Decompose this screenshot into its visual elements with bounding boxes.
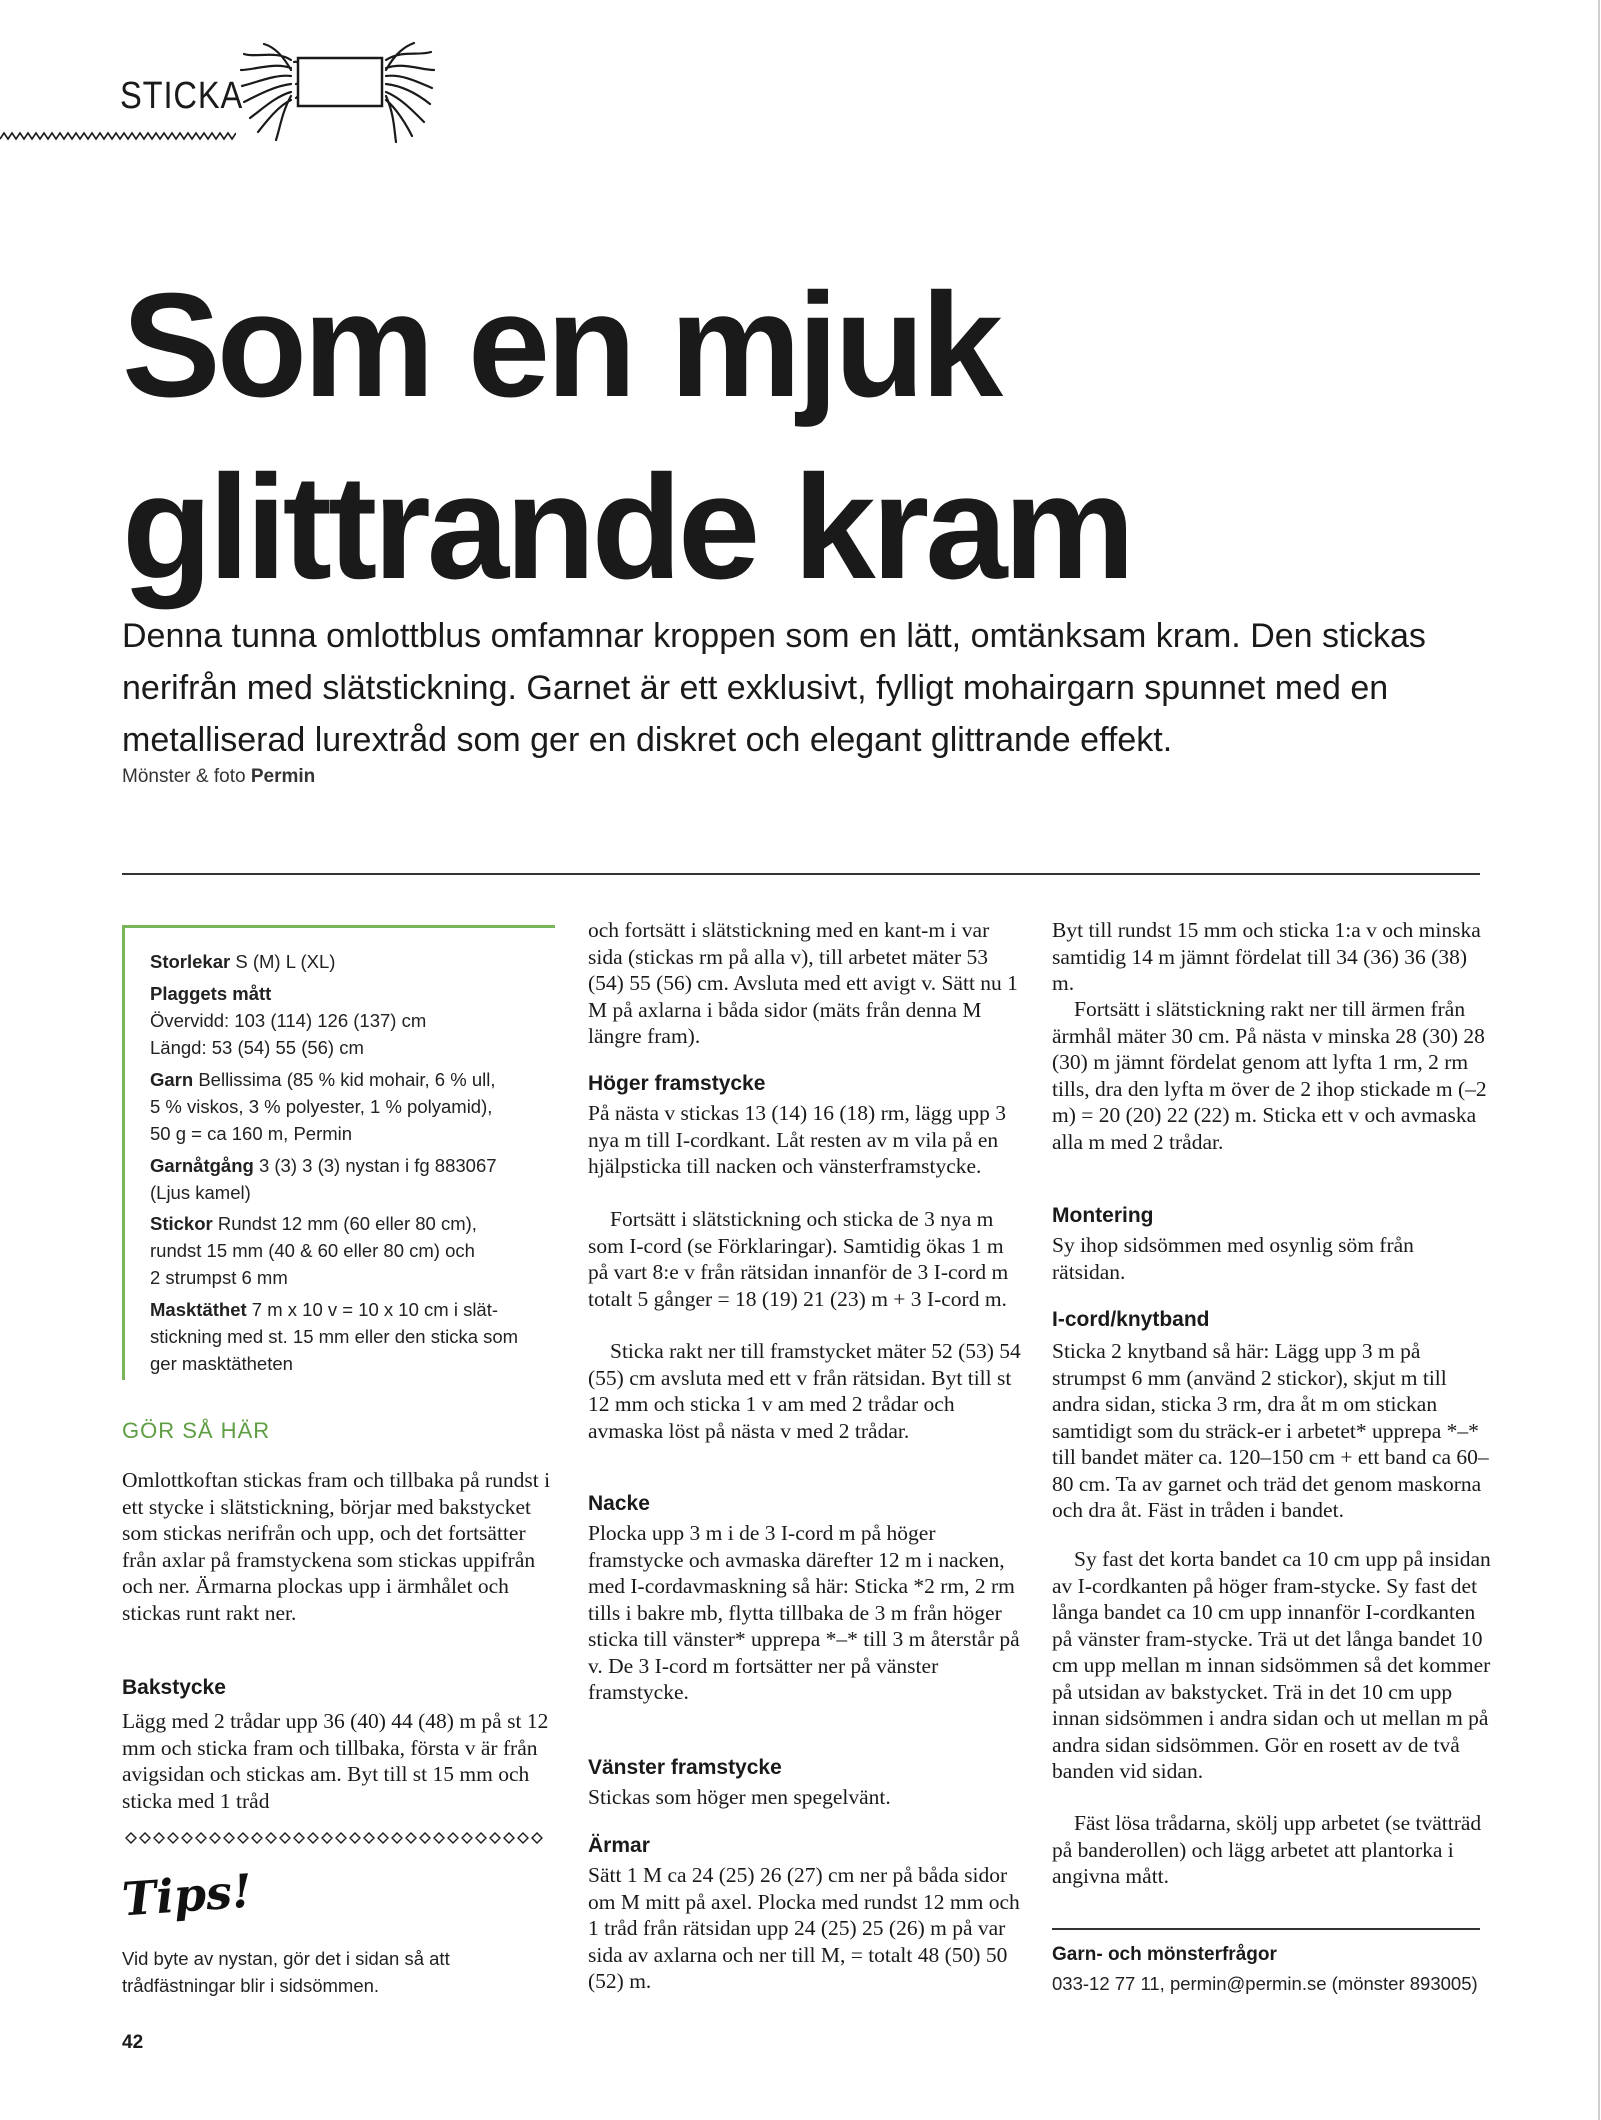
col3-paragraph-2: Fortsätt i slätstickning rakt ner till ärmen från ärmhål mäter 30 cm. På nästa v minska 28 (30) 28 (30) m jämnt fördelat genom att lyfta 1 rm, 2 rm tills, dra den lyfta m över de 2 ihop stickade m (–2 m) = 20 (20) 22 (22) m. Sticka ett v och avmaska alla m med 2 trådar. <box>1052 997 1487 1154</box>
title-line-1: Som en mjuk <box>122 263 1000 428</box>
tips-heading: Tips! <box>120 1863 254 1927</box>
measure-line-1: Övervidd: 103 (114) 126 (137) cm <box>150 1010 427 1031</box>
heading-bakstycke: Bakstycke <box>122 1676 226 1699</box>
hoger-paragraph-1: På nästa v stickas 13 (14) 16 (18) rm, lägg upp 3 nya m till I-cordkant. Låt resten av m vila på en hjälpsticka till nacken och vänsterframstycke. <box>588 1101 1006 1178</box>
gauge-line-2: stickning med st. 15 mm eller den sticka som <box>150 1326 519 1347</box>
contact-text: 033-12 77 11, permin@permin.se (mönster 893005) <box>1052 1973 1478 1994</box>
needles-label: Stickor <box>150 1213 213 1234</box>
section-heading-instructions: GÖR SÅ HÄR <box>122 1418 271 1443</box>
section-label: STICKA <box>120 75 244 117</box>
zigzag-divider <box>0 130 236 142</box>
gauge-line-3: ger masktätheten <box>150 1353 293 1374</box>
icord-paragraph-1: Sticka 2 knytband så här: Lägg upp 3 m på strumpst 6 mm (använd 2 stickor), skjut m till andra sidan, sticka 3 rm, dra åt m om stickan samtidigt som du sträck-er i arbetet* upprepa *–* till bandet mäter ca. 120–150 cm + ett band ca 60–80 cm. Ta av garnet och träd det genom maskorna och dra åt. Fäst in tråden i bandet. <box>1052 1339 1489 1522</box>
icord-paragraph-3: Fäst lösa trådarna, skölj upp arbetet (se tvätträd på banderollen) och lägg arbetet att plantorka i angivna mått. <box>1052 1811 1482 1888</box>
yarn-label: Garn <box>150 1069 194 1090</box>
yarn-value: Bellissima (85 % kid mohair, 6 % ull, <box>198 1069 496 1090</box>
info-yarn <box>150 1066 550 1147</box>
yarn-line-2: 5 % viskos, 3 % polyester, 1 % polyamid), <box>150 1096 493 1117</box>
bakstycke-paragraph: Lägg med 2 trådar upp 36 (40) 44 (48) m på st 12 mm och sticka fram och tillbaka, första v är från avigsidan och stickas am. Byt till st 15 mm och sticka med 1 tråd <box>122 1709 549 1813</box>
page-title <box>122 255 1522 619</box>
icord-paragraph-2: Sy fast det korta bandet ca 10 cm upp på insidan av I-cordkanten på höger fram-stycke. Sy fast det långa bandet ca 10 cm upp innanför I-cordkanten på vänster fram-stycke. Trä ut det långa bandet 10 cm upp mellan m innan sidsömmen så det kommer på utsidan av bakstycket. Trä in det 10 cm upp innan sidsömmen i andra sidan och ut mellan m på andra sidan sidsömmen. Gör en rosett av de två banden vid sidan. <box>1052 1547 1491 1783</box>
sizes-label: Storlekar <box>150 951 231 972</box>
tips-text: Vid byte av nystan, gör det i sidan så att trådfästningar blir i sidsömmen. <box>122 1948 450 1996</box>
heading-montering: Montering <box>1052 1204 1154 1227</box>
title-line-2: glittrande kram <box>122 445 1132 610</box>
sizes-value: S (M) L (XL) <box>235 951 336 972</box>
yarn-skein-icon <box>236 40 436 150</box>
armar-paragraph: Sätt 1 M ca 24 (25) 26 (27) cm ner på båda sidor om M mitt på axel. Plocka med rundst 12 mm och 1 tråd från rätsidan upp 24 (25) 25 (26) m på var sida av axlarna och ner till M, = totalt 48 (50) 50 (52) m. <box>588 1863 1020 1993</box>
info-needles <box>150 1210 550 1291</box>
montering-paragraph: Sy ihop sidsömmen med osynlig söm från rätsidan. <box>1052 1233 1414 1284</box>
contact-heading: Garn- och mönsterfrågor <box>1052 1944 1277 1965</box>
measure-line-2: Längd: 53 (54) 55 (56) cm <box>150 1037 364 1058</box>
hoger-paragraph-2: Fortsätt i slätstickning och sticka de 3 nya m som I-cord (se Förklaringar). Samtidig ökas 1 m på vart 8:e v från rätsidan innanför de 3 I-cord m totalt 5 gånger = 18 (19) 21 (23) m + 3 I-cord m. <box>588 1207 1009 1311</box>
vanster-paragraph: Stickas som höger men spegelvänt. <box>588 1785 891 1809</box>
yarn-line-3: 50 g = ca 160 m, Permin <box>150 1123 353 1144</box>
credit-line <box>122 766 315 788</box>
col3-paragraph-1: Byt till rundst 15 mm och sticka 1:a v och minska samtidig 14 m jämnt fördelat till 34 (36) 36 (38) m. <box>1052 918 1481 995</box>
consumption-label: Garnåtgång <box>150 1155 254 1176</box>
info-sizes <box>150 948 550 975</box>
credit-prefix: Mönster & foto <box>122 766 246 787</box>
heading-icord: I-cord/knytband <box>1052 1308 1210 1331</box>
gauge-value: 7 m x 10 v = 10 x 10 cm i slät- <box>251 1299 499 1320</box>
credit-name: Permin <box>250 766 316 787</box>
contact-rule <box>1052 1928 1480 1930</box>
lead-paragraph: Denna tunna omlottblus omfamnar kroppen som en lätt, omtänksam kram. Den stickas nerifrån med slätstickning. Garnet är ett exklusivt, fylligt mohairgarn spunnet med en metalliserad lurextråd som ger en diskret och elegant glittrande effekt. <box>122 617 1426 759</box>
info-measurements <box>150 980 550 1061</box>
needles-line-2: rundst 15 mm (40 & 60 eller 80 cm) och <box>150 1240 475 1261</box>
horizontal-rule <box>122 873 1480 875</box>
col2-paragraph-1: och fortsätt i slätstickning med en kant-m i var sida (stickas rm på alla v), till arbetet mäter 53 (54) 55 (56) cm. Avsluta med ett avigt v. Sätt nu 1 M på axlarna i båda sidor (mäts från denna M längre fram). <box>588 918 1018 1048</box>
info-consumption <box>150 1152 550 1206</box>
consumption-value: 3 (3) 3 (3) nystan i fg 883067 <box>258 1155 497 1176</box>
intro-paragraph: Omlottkoftan stickas fram och tillbaka på rundst i ett stycke i slätstickning, börjar med bakstycket som stickas nerifrån och upp, och det fortsätter från axlar på framstyckena som stickas uppifrån och ner. Ärmarna plockas upp i ärmhålet och stickas runt rakt ner. <box>122 1468 551 1625</box>
heading-armar: Ärmar <box>588 1834 650 1857</box>
page-edge-rule <box>1598 0 1600 2120</box>
heading-nacke: Nacke <box>588 1492 650 1515</box>
page-number: 42 <box>122 2032 144 2053</box>
heading-vanster-framstycke: Vänster framstycke <box>588 1756 782 1779</box>
measure-label: Plaggets mått <box>150 983 272 1004</box>
diamond-divider <box>122 1832 552 1844</box>
heading-hoger-framstycke: Höger framstycke <box>588 1072 766 1095</box>
gauge-label: Masktäthet <box>150 1299 247 1320</box>
hoger-paragraph-3: Sticka rakt ner till framstycket mäter 52 (53) 54 (55) cm avsluta med ett v från rätsidan. Byt till st 12 mm och sticka 1 v am med 2 trådar och avmaska löst på nästa v med 2 trådar. <box>588 1339 1021 1443</box>
info-gauge <box>150 1296 550 1377</box>
consumption-line-2: (Ljus kamel) <box>150 1182 251 1203</box>
nacke-paragraph: Plocka upp 3 m i de 3 I-cord m på höger framstycke och avmaska därefter 12 m i nacken, med I-cordavmaskning så här: Sticka *2 rm, 2 rm tills i bakre mb, flytta tillbaka de 3 m från höger sticka till vänster* upprepa *–* till 3 m återstår på v. De 3 I-cord m fortsätter ner på vänster framstycke. <box>588 1521 1020 1704</box>
needles-line-3: 2 strumpst 6 mm <box>150 1267 288 1288</box>
needles-value: Rundst 12 mm (60 eller 80 cm), <box>217 1213 477 1234</box>
